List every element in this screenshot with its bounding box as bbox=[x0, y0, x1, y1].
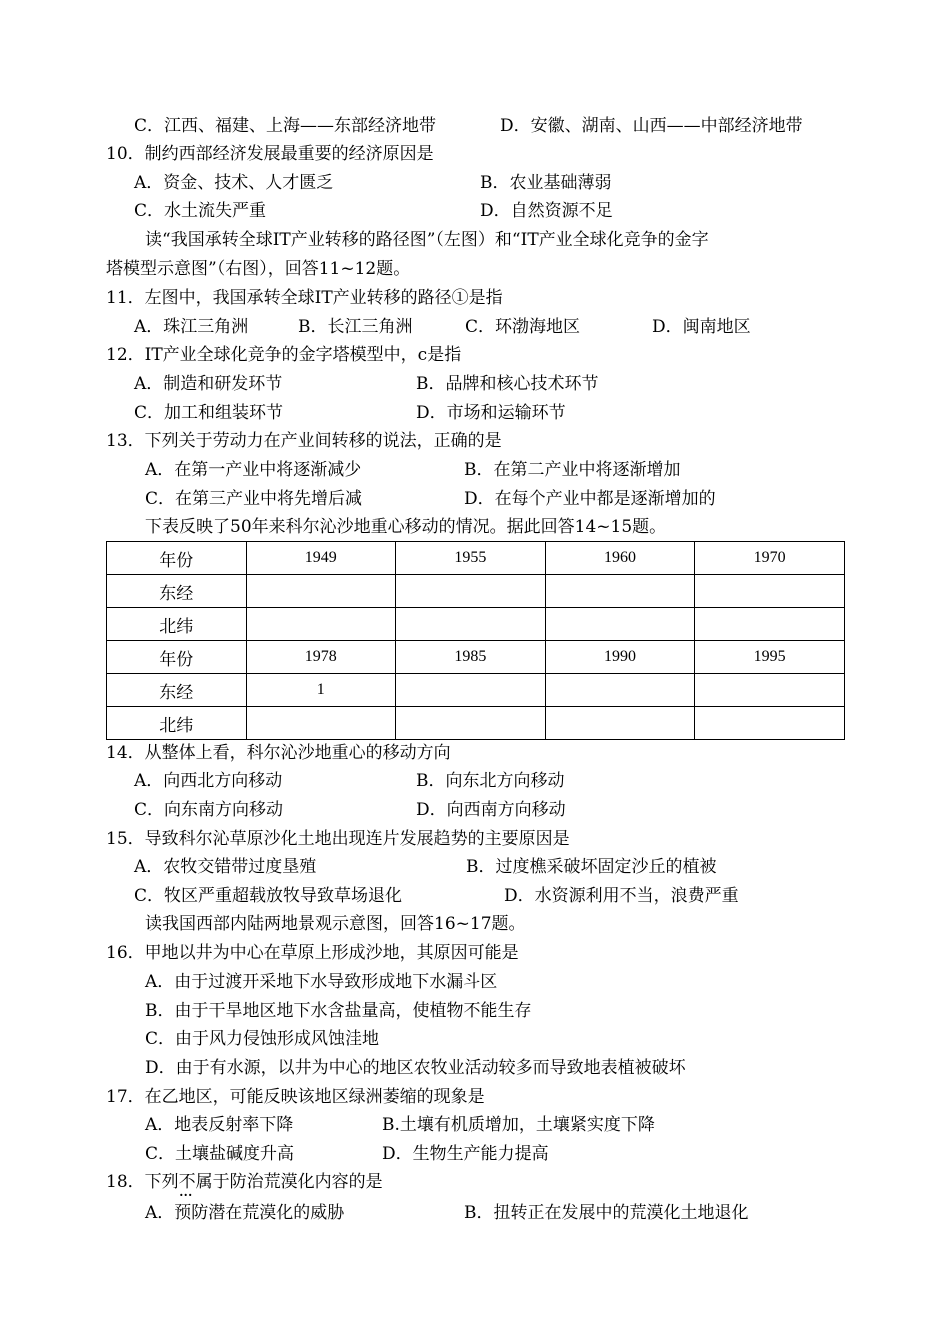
table-cell bbox=[396, 674, 546, 707]
question-text: 14．从整体上看，科尔沁沙地重心的移动方向 bbox=[106, 743, 451, 763]
table-cell: 年份 bbox=[107, 542, 247, 575]
table-row bbox=[107, 575, 845, 608]
table-cell: 1970 bbox=[695, 542, 845, 575]
option-c: C．在第三产业中将先增后减 bbox=[145, 489, 363, 509]
option-b: B．扭转正在发展中的荒漠化土地退化 bbox=[464, 1203, 749, 1223]
emphasis-dots-text: 不属于 · · · bbox=[179, 1171, 230, 1193]
question-15 bbox=[106, 828, 570, 850]
option-d: D．在每个产业中都是逐渐增加的 bbox=[464, 489, 716, 509]
question-text: 16．甲地以井为中心在草原上形成沙地，其原因可能是 bbox=[106, 943, 519, 963]
option-a: A．向西北方向移动 bbox=[134, 771, 283, 791]
table-row bbox=[107, 674, 845, 707]
option-a: A．预防潜在荒漠化的威胁 bbox=[145, 1203, 345, 1223]
intro-text: 塔模型示意图”（右图），回答11~12题。 bbox=[106, 259, 411, 279]
q12-options-cd bbox=[134, 402, 566, 424]
table-cell bbox=[246, 707, 396, 740]
q14-options-ab bbox=[134, 770, 565, 792]
intro-text: 读我国西部内陆两地景观示意图，回答16~17题。 bbox=[145, 914, 526, 934]
option-a: A．由于过渡开采地下水导致形成地下水漏斗区 bbox=[145, 972, 498, 992]
intro-11-12-line1 bbox=[145, 229, 709, 251]
q17-options-cd bbox=[145, 1143, 549, 1165]
option-d: D．安徽、湖南、山西——中部经济地带 bbox=[500, 116, 803, 136]
option-b: B．过度樵采破坏固定沙丘的植被 bbox=[466, 857, 717, 877]
option-d: D．市场和运输环节 bbox=[416, 403, 566, 423]
option-d: D．生物生产能力提高 bbox=[382, 1144, 549, 1164]
option-d: D．由于有水源，以井为中心的地区农牧业活动较多而导致地表植被破坏 bbox=[145, 1058, 686, 1078]
question-17 bbox=[106, 1086, 485, 1108]
q12-options-ab bbox=[134, 373, 599, 395]
question-14 bbox=[106, 742, 451, 764]
q10-options-ab bbox=[134, 172, 612, 194]
table-cell bbox=[396, 707, 546, 740]
option-a: A．地表反射率下降 bbox=[145, 1115, 294, 1135]
table-cell bbox=[695, 608, 845, 641]
table-cell bbox=[545, 707, 695, 740]
table-cell: 北纬 bbox=[107, 608, 247, 641]
table-cell bbox=[545, 674, 695, 707]
table-cell: 1990 bbox=[545, 641, 695, 674]
table-cell bbox=[695, 707, 845, 740]
question-10 bbox=[106, 143, 434, 165]
option-d: D．闽南地区 bbox=[652, 317, 751, 337]
question-text: 17．在乙地区，可能反映该地区绿洲萎缩的现象是 bbox=[106, 1087, 485, 1107]
sand-center-table bbox=[106, 541, 845, 740]
q13-options-ab bbox=[145, 459, 681, 481]
table-cell: 东经 bbox=[107, 674, 247, 707]
option-c: C．环渤海地区 bbox=[465, 317, 581, 337]
table-row bbox=[107, 542, 845, 575]
option-d: D．自然资源不足 bbox=[480, 201, 613, 221]
option-c: C．江西、福建、上海——东部经济地带 bbox=[134, 116, 437, 136]
option-d: D．向西南方向移动 bbox=[416, 800, 566, 820]
table-cell bbox=[396, 608, 546, 641]
question-16 bbox=[106, 942, 519, 964]
q15-options-cd bbox=[134, 885, 739, 907]
table-cell: 年份 bbox=[107, 641, 247, 674]
option-c: C．由于风力侵蚀形成风蚀洼地 bbox=[145, 1029, 380, 1049]
question-18 bbox=[106, 1171, 383, 1193]
q13-options-cd bbox=[145, 488, 716, 510]
table-cell: 1955 bbox=[396, 542, 546, 575]
q14-options-cd bbox=[134, 799, 566, 821]
table-cell: 1978 bbox=[246, 641, 396, 674]
option-a: A．珠江三角洲 bbox=[134, 317, 249, 337]
table-cell: 1960 bbox=[545, 542, 695, 575]
intro-14-15 bbox=[145, 516, 666, 538]
option-d: D．水资源利用不当，浪费严重 bbox=[504, 886, 739, 906]
q16-option-b bbox=[145, 1000, 532, 1022]
q17-options-ab bbox=[145, 1114, 655, 1136]
q15-options-ab bbox=[134, 856, 717, 878]
intro-16-17 bbox=[145, 913, 526, 935]
option-b: B．农业基础薄弱 bbox=[480, 173, 612, 193]
option-c: C．牧区严重超载放牧导致草场退化 bbox=[134, 886, 403, 906]
intro-text: 下表反映了50年来科尔沁沙地重心移动的情况。据此回答14~15题。 bbox=[145, 517, 667, 537]
intro-11-12-line2 bbox=[106, 258, 410, 280]
option-c: C．水土流失严重 bbox=[134, 201, 267, 221]
question-text: 15．导致科尔沁草原沙化土地出现连片发展趋势的主要原因是 bbox=[106, 829, 570, 849]
table-cell: 北纬 bbox=[107, 707, 247, 740]
q16-option-c bbox=[145, 1028, 379, 1050]
question-text-end: 防治荒漠化内容的是 bbox=[229, 1172, 383, 1192]
option-a: A．农牧交错带过度垦殖 bbox=[134, 857, 317, 877]
option-a: A．在第一产业中将逐渐减少 bbox=[145, 460, 362, 480]
intro-text: 读“我国承转全球IT产业转移的路径图”（左图）和“IT产业全球化竞争的金字 bbox=[145, 230, 709, 250]
question-text: 10．制约西部经济发展最重要的经济原因是 bbox=[106, 144, 434, 164]
question-text-start: 18．下列 bbox=[106, 1172, 179, 1192]
question-text: 11．左图中，我国承转全球IT产业转移的路径①是指 bbox=[106, 288, 503, 308]
option-b: B．在第二产业中将逐渐增加 bbox=[464, 460, 681, 480]
table-cell bbox=[545, 575, 695, 608]
table-cell bbox=[545, 608, 695, 641]
table-cell: 1985 bbox=[396, 641, 546, 674]
option-a: A．制造和研发环节 bbox=[134, 374, 283, 394]
option-b: B．由于干旱地区地下水含盐量高，使植物不能生存 bbox=[145, 1001, 532, 1021]
table-cell: 1995 bbox=[695, 641, 845, 674]
table-cell bbox=[396, 575, 546, 608]
question-12 bbox=[106, 344, 461, 366]
q16-option-d bbox=[145, 1057, 686, 1079]
table-cell bbox=[246, 575, 396, 608]
q18-options-ab bbox=[145, 1202, 749, 1224]
question-text: 13．下列关于劳动力在产业间转移的说法，正确的是 bbox=[106, 431, 502, 451]
option-a: A．资金、技术、人才匮乏 bbox=[134, 173, 334, 193]
table-row bbox=[107, 641, 845, 674]
q10-options-cd bbox=[134, 200, 613, 222]
table-cell: 1 bbox=[246, 674, 396, 707]
table-cell: 1949 bbox=[246, 542, 396, 575]
option-b: B．品牌和核心技术环节 bbox=[416, 374, 599, 394]
table-cell: 东经 bbox=[107, 575, 247, 608]
option-b: B．长江三角洲 bbox=[298, 317, 413, 337]
option-c: C．土壤盐碱度升高 bbox=[145, 1144, 295, 1164]
q16-option-a bbox=[145, 971, 497, 993]
table-row bbox=[107, 608, 845, 641]
question-text: 12．IT产业全球化竞争的金字塔模型中，c是指 bbox=[106, 345, 462, 365]
option-c: C．加工和组装环节 bbox=[134, 403, 284, 423]
option-b: B.土壤有机质增加，土壤紧实度下降 bbox=[382, 1115, 655, 1135]
table-cell bbox=[695, 575, 845, 608]
q11-options bbox=[134, 316, 751, 338]
table-cell bbox=[246, 608, 396, 641]
option-b: B．向东北方向移动 bbox=[416, 771, 565, 791]
q9-options-cd bbox=[134, 115, 803, 137]
table-row bbox=[107, 707, 845, 740]
question-13 bbox=[106, 430, 502, 452]
question-11 bbox=[106, 287, 503, 309]
table-cell bbox=[695, 674, 845, 707]
option-c: C．向东南方向移动 bbox=[134, 800, 284, 820]
